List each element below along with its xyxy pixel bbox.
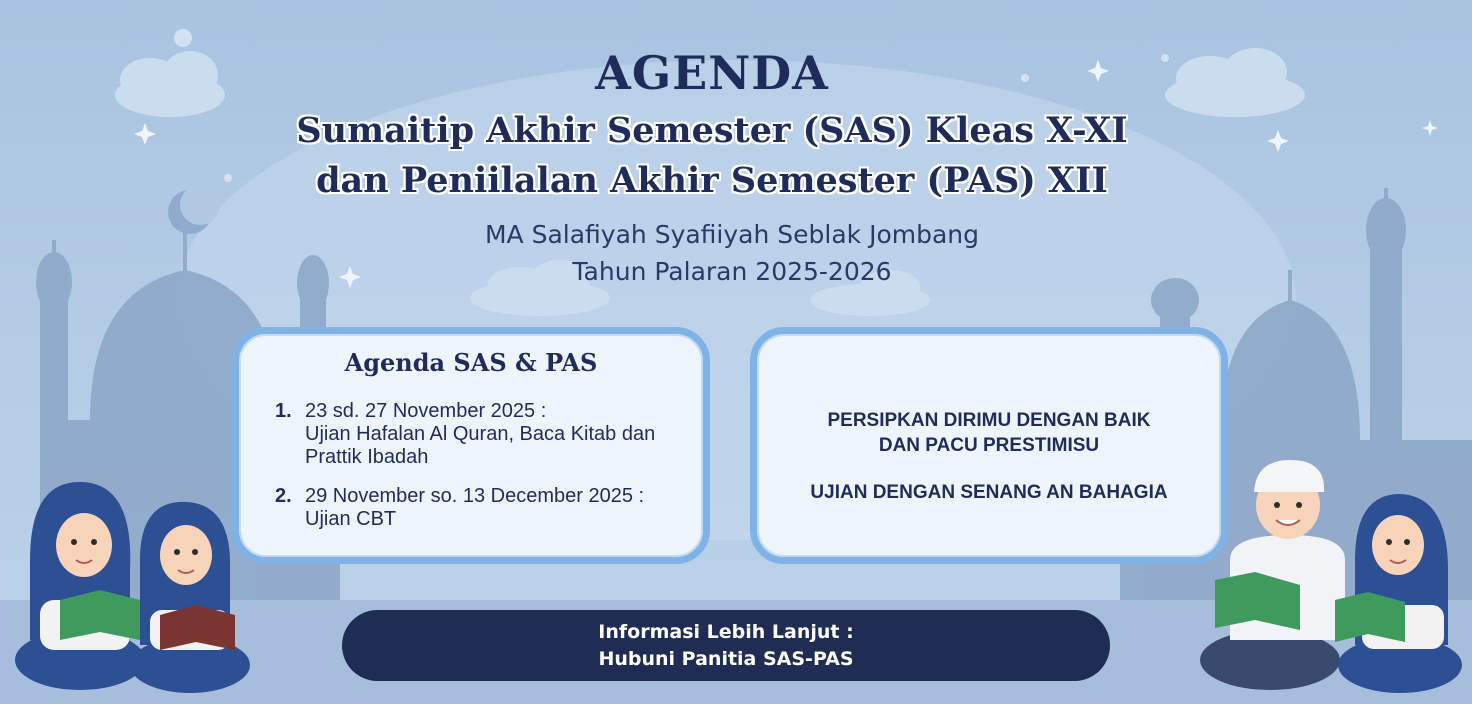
info-footer-bar: [342, 610, 1110, 681]
agenda-item-date: 29 November so. 13 December 2025 :: [305, 485, 645, 507]
agenda-item: [275, 400, 695, 469]
message-line: DAN PACU PRESTIMISU: [878, 435, 1100, 456]
agenda-item-number: 2.: [275, 485, 292, 507]
academic-year: Tahun Palaran 2025-2026: [572, 257, 892, 286]
agenda-item-number: 1.: [275, 400, 292, 422]
message-line: UJIAN DENGAN SENANG AN BAHAGIA: [810, 482, 1168, 503]
footer-line-2: Hubuni Panitia SAS-PAS: [598, 648, 854, 670]
message-line: PERSIPKAN DIRIMU DENGAN BAIK: [827, 410, 1151, 431]
message-card: [750, 327, 1228, 564]
agenda-card: [232, 327, 710, 564]
motivation-message: [757, 408, 1221, 458]
title-line-1: Sumaitip Akhir Semester (SAS) Kleas X-XI: [296, 110, 1128, 151]
school-name: MA Salafiyah Syafiiyah Seblak Jombang: [484, 220, 980, 249]
page-title: AGENDA: [595, 46, 829, 100]
agenda-item: [275, 485, 695, 531]
agenda-card-title: Agenda SAS & PAS: [344, 348, 598, 377]
agenda-item-description: Ujian Hafalan Al Quran, Baca Kitab dan Prattik Ibadah: [305, 423, 656, 468]
agenda-item-description: Ujian CBT: [305, 508, 397, 530]
agenda-item-date: 23 sd. 27 November 2025 :: [305, 400, 547, 422]
title-line-2: dan Peniilalan Akhir Semester (PAS) XII: [316, 160, 1108, 201]
footer-line-1: Informasi Lebih Lanjut :: [598, 621, 854, 643]
